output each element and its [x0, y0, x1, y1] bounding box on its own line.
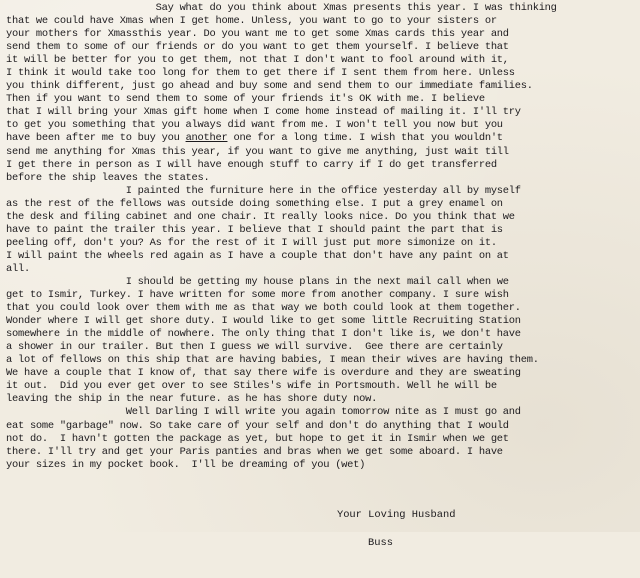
- letter-line: not do. I havn't gotten the package as yet, but hope to get it in Ismir when we get: [6, 432, 509, 445]
- letter-line: it will be better for you to get them, not that I don't want to fool around with it,: [6, 54, 509, 67]
- letter-line: send me anything for Xmas this year, if you want to give me anything, just wait till: [6, 145, 509, 158]
- letter-body: [6, 2, 636, 472]
- letter-line: get to Ismir, Turkey. I have written for some more from another company. I sure wish: [6, 289, 509, 302]
- letter-closing: [312, 494, 455, 578]
- letter-line: a shower in our trailer. But then I guess we will survive. Gee there are certainly: [6, 341, 503, 354]
- letter-line: We have a couple that I know of, that say there wife is overdure and they are sweating: [6, 367, 521, 380]
- letter-line: it out. Did you ever get over to see Stiles's wife in Portsmouth. Well he will be: [6, 380, 497, 393]
- letter-line: send them to some of our friends or do you want to get them yourself. I believe that: [6, 41, 509, 54]
- letter-line: there. I'll try and get your Paris panties and bras when we get some aboard. I have: [6, 445, 503, 458]
- letter-line: I will paint the wheels red again as I have a couple that don't have any paint on at: [6, 249, 509, 262]
- letter-line: as the rest of the fellows was outside doing something else. I put a grey enamel on: [6, 197, 503, 210]
- letter-line: I get there in person as I will have enough stuff to carry if I do get transferred: [6, 158, 497, 171]
- letter-line: that you could look over them with me as that way we both could look at them together.: [6, 302, 521, 315]
- letter-line: that we could have Xmas when I get home. Unless, you want to go to your sisters or: [6, 15, 497, 28]
- letter-line: have been after me to buy you another one for a long time. I wish that you wouldn't: [6, 132, 503, 145]
- letter-line: the desk and filing cabinet and one chair. It really looks nice. Do you think that we: [6, 210, 515, 223]
- letter-line: somewhere in the middle of nowhere. The only thing that I don't like is, we don't have: [6, 328, 521, 341]
- letter-line: all.: [6, 262, 30, 275]
- letter-line: I think it would take too long for them to get there if I sent them from here. Unless: [6, 67, 515, 80]
- letter-line: before the ship leaves the states.: [6, 171, 210, 184]
- letter-line: Say what do you think about Xmas presents this year. I was thinking: [6, 2, 557, 14]
- letter-line: Then if you want to send them to some of your friends it's OK with me. I believe: [6, 93, 485, 106]
- letter-line: to get you something that you always did want from me. I won't tell you now but you: [6, 119, 503, 132]
- letter-line: your mothers for Xmassthis year. Do you want me to get some Xmas cards this year and: [6, 28, 509, 41]
- letter-line: Well Darling I will write you again tomorrow nite as I must go and: [6, 406, 521, 419]
- letter-line: have to paint the trailer this year. I believe that I should paint the part that is: [6, 223, 503, 236]
- closing-signature: Buss: [368, 537, 393, 549]
- letter-line: Wonder where I will get shore duty. I would like to get some little Recruiting Station: [6, 315, 521, 328]
- letter-line: eat some "garbage" now. So take care of your self and don't do anything that I would: [6, 419, 509, 432]
- letter-line: I should be getting my house plans in the next mail call when we: [6, 275, 509, 288]
- letter-line: a lot of fellows on this ship that are having babies, I mean their wives are having them.: [6, 354, 539, 367]
- letter-line: your sizes in my pocket book. I'll be dreaming of you (wet): [6, 458, 366, 471]
- closing-salutation: Your Loving Husband: [336, 509, 456, 521]
- letter-line: I painted the furniture here in the office yesterday all by myself: [6, 184, 521, 197]
- letter-line: peeling off, don't you? As for the rest of it I will just put more simonize on it.: [6, 236, 497, 249]
- letter-line: leaving the ship in the near future. as he has shore duty now.: [6, 393, 378, 406]
- letter-line: you think different, just go ahead and buy some and send them to our immediate families.: [6, 80, 533, 93]
- letter-line: that I will bring your Xmas gift home when I come home instead of mailing it. I'll try: [6, 106, 521, 119]
